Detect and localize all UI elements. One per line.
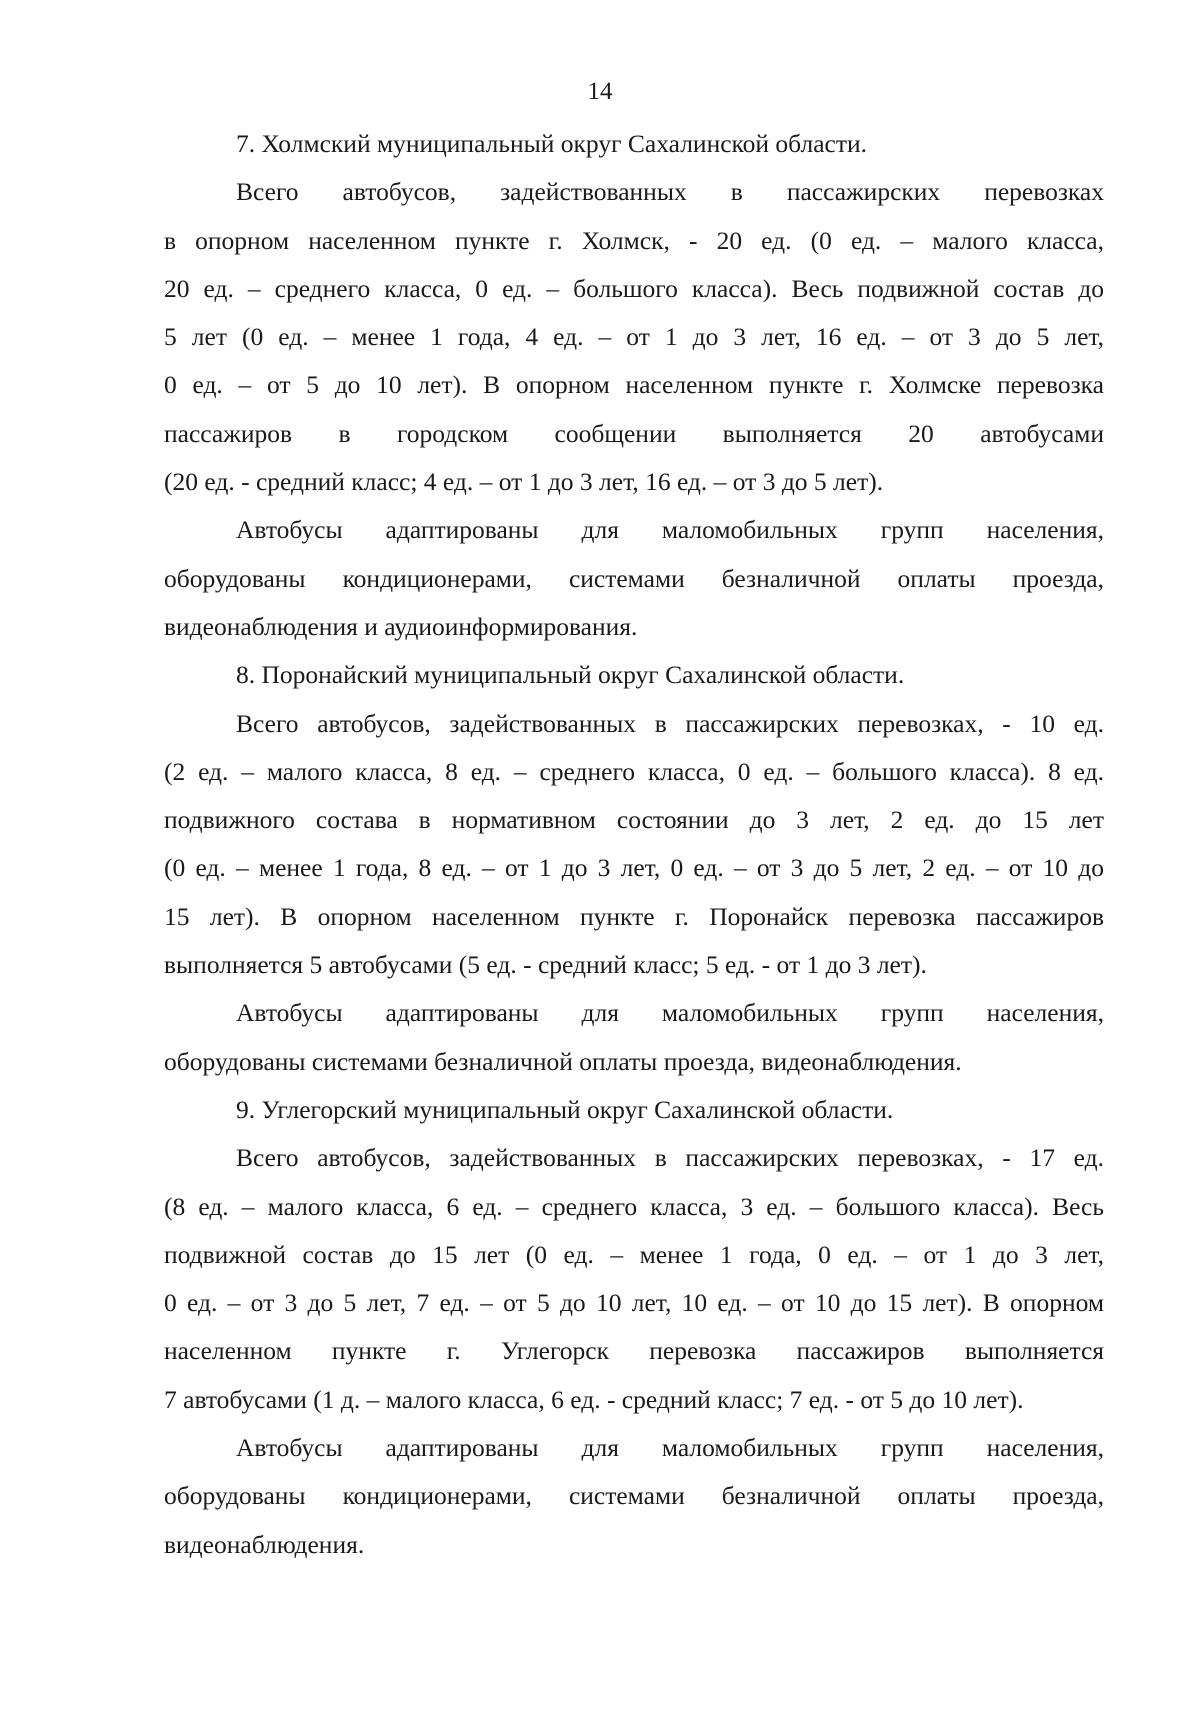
text-line: подвижной состав до 15 лет (0 ед. – менее 1 года, 0 ед. – от 1 до 3 лет, — [164, 1239, 1104, 1269]
document-body — [164, 120, 1104, 1569]
text-line: (2 ед. – малого класса, 8 ед. – среднего класса, 0 ед. – большого класса). 8 ед. — [164, 756, 1104, 786]
page-number: 14 — [587, 78, 613, 105]
text-line: оборудованы кондиционерами, системами безналичной оплаты проезда, — [164, 1481, 1104, 1511]
text-line: оборудованы системами безналичной оплаты проезда, видеонаблюдения. — [164, 1046, 962, 1076]
text-line: оборудованы кондиционерами, системами безналичной оплаты проезда, — [164, 563, 1104, 593]
text-line: 0 ед. – от 5 до 10 лет). В опорном населенном пункте г. Холмске перевозка — [164, 370, 1104, 400]
text-line: (0 ед. – менее 1 года, 8 ед. – от 1 до 3 лет, 0 ед. – от 3 до 5 лет, 2 ед. – от 10 до — [164, 853, 1104, 883]
text-line: 7 автобусами (1 д. – малого класса, 6 ед. - средний класс; 7 ед. - от 5 до 10 лет). — [164, 1384, 1024, 1414]
paragraph-kholmsk-buses — [164, 168, 1104, 506]
text-line: 9. Углегорский муниципальный округ Сахалинской области. — [236, 1094, 894, 1124]
paragraph-kholmsk-equipment — [164, 506, 1104, 651]
paragraph-uglegorsk-equipment — [164, 1424, 1104, 1569]
text-line: выполняется 5 автобусами (5 ед. - средний класс; 5 ед. - от 1 до 3 лет). — [164, 950, 927, 980]
text-line: Всего автобусов, задействованных в пассажирских перевозках, - 10 ед. — [236, 708, 1104, 738]
text-line: подвижного состава в нормативном состоянии до 3 лет, 2 ед. до 15 лет — [164, 805, 1104, 835]
text-line: пассажиров в городском сообщении выполняется 20 автобусами — [164, 418, 1104, 448]
text-line: населенном пункте г. Углегорск перевозка пассажиров выполняется — [164, 1336, 1104, 1366]
text-line: 15 лет). В опорном населенном пункте г. Поронайск перевозка пассажиров — [164, 901, 1104, 931]
text-line: видеонаблюдения и аудиоинформирования. — [164, 611, 638, 641]
text-line: Всего автобусов, задействованных в пассажирских перевозках — [236, 177, 1104, 207]
text-line: (20 ед. - средний класс; 4 ед. – от 1 до 3 лет, 16 ед. – от 3 до 5 лет). — [164, 467, 884, 497]
text-line: (8 ед. – малого класса, 6 ед. – среднего класса, 3 ед. – большого класса). Весь — [164, 1191, 1104, 1221]
section-heading-8 — [164, 651, 1104, 699]
text-line: Автобусы адаптированы для маломобильных групп населения, — [236, 515, 1104, 545]
text-line: в опорном населенном пункте г. Холмск, - 20 ед. (0 ед. – малого класса, — [164, 225, 1104, 255]
paragraph-poronaysk-equipment — [164, 989, 1104, 1086]
text-line: 5 лет (0 ед. – менее 1 года, 4 ед. – от 1 до 3 лет, 16 ед. – от 3 до 5 лет, — [164, 322, 1104, 352]
text-line: 20 ед. – среднего класса, 0 ед. – большого класса). Весь подвижной состав до — [164, 273, 1104, 303]
section-heading-7 — [164, 120, 1104, 168]
text-line: 0 ед. – от 3 до 5 лет, 7 ед. – от 5 до 10 лет, 10 ед. – от 10 до 15 лет). В опорном — [164, 1288, 1104, 1318]
text-line: Всего автобусов, задействованных в пассажирских перевозках, - 17 ед. — [236, 1143, 1104, 1173]
paragraph-uglegorsk-buses — [164, 1134, 1104, 1424]
section-heading-9 — [164, 1086, 1104, 1134]
text-line: 7. Холмский муниципальный округ Сахалинской области. — [236, 129, 868, 158]
text-line: Автобусы адаптированы для маломобильных групп населения, — [236, 998, 1104, 1028]
paragraph-poronaysk-buses — [164, 700, 1104, 990]
text-line: Автобусы адаптированы для маломобильных групп населения, — [236, 1433, 1104, 1463]
text-line: видеонаблюдения. — [164, 1529, 365, 1559]
text-line: 8. Поронайский муниципальный округ Сахалинской области. — [236, 660, 905, 690]
